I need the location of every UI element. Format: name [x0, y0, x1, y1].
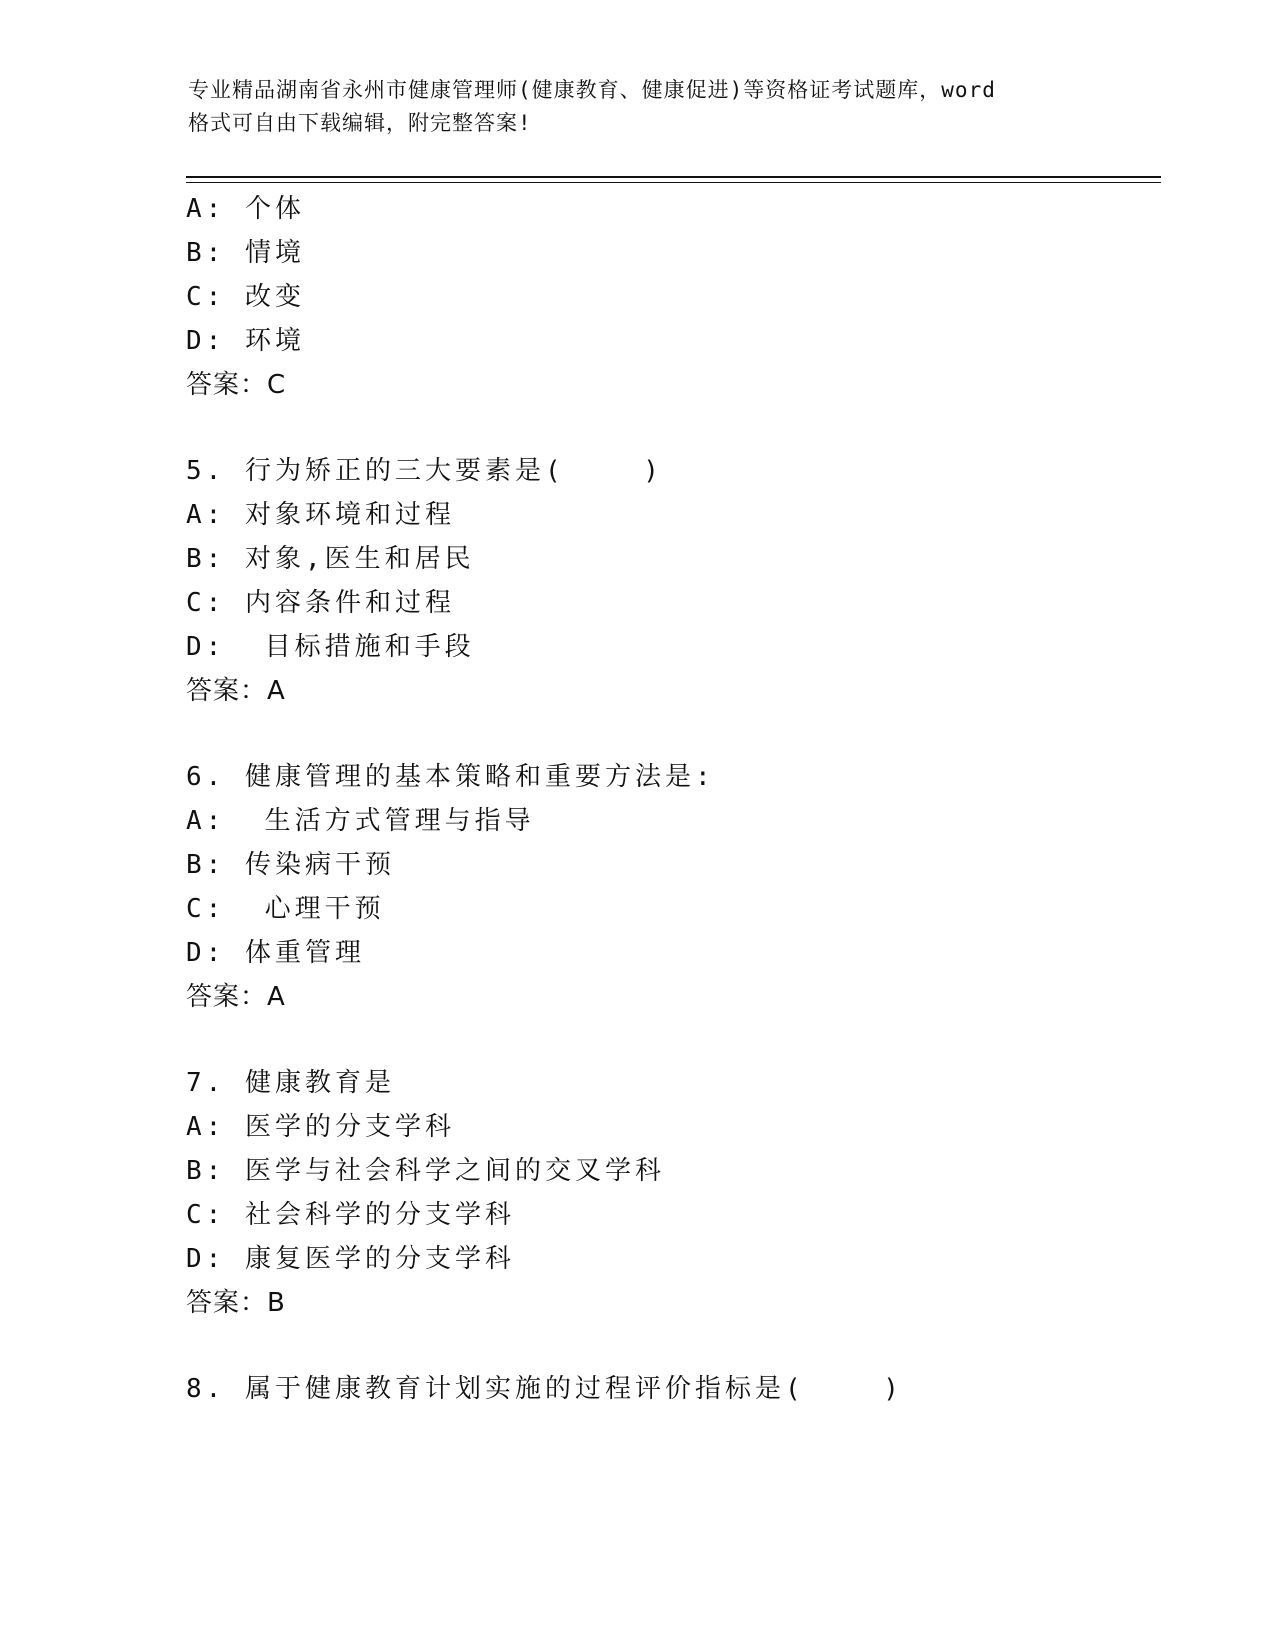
q7-question: 7. 健康教育是 [186, 1068, 395, 1098]
q6-option-d: D: 体重管理 [186, 938, 365, 968]
q5-option-d: D: 目标措施和手段 [186, 632, 475, 662]
q6-answer: 答案：A [186, 982, 286, 1012]
q6-question: 6. 健康管理的基本策略和重要方法是: [186, 762, 715, 792]
header-line-2: 格式可自由下载编辑，附完整答案! [188, 111, 532, 135]
q7-option-b: B: 医学与社会科学之间的交叉学科 [186, 1156, 665, 1186]
q6-option-c: C: 心理干预 [186, 894, 385, 924]
q5-question: 5. 行为矫正的三大要素是( ) [186, 456, 663, 486]
q5-option-c: C: 内容条件和过程 [186, 588, 455, 618]
q7-option-a: A: 医学的分支学科 [186, 1112, 455, 1142]
header-divider [186, 176, 1161, 178]
q8-question: 8. 属于健康教育计划实施的过程评价指标是( ) [186, 1374, 903, 1404]
q5-answer: 答案：A [186, 676, 286, 706]
header-line-1: 专业精品湖南省永州市健康管理师(健康教育、健康促进)等资格证考试题库，word [188, 78, 996, 102]
q7-option-c: C: 社会科学的分支学科 [186, 1200, 515, 1230]
q6-option-b: B: 传染病干预 [186, 850, 395, 880]
q5-option-b: B: 对象,医生和居民 [186, 544, 475, 574]
q4-option-a: A: 个体 [186, 194, 305, 224]
q4-option-b: B: 情境 [186, 238, 305, 268]
header-divider-thin [186, 182, 1161, 183]
q6-option-a: A: 生活方式管理与指导 [186, 806, 535, 836]
q7-answer: 答案：B [186, 1288, 286, 1318]
q4-option-c: C: 改变 [186, 282, 305, 312]
q5-option-a: A: 对象环境和过程 [186, 500, 455, 530]
document-header [188, 74, 1088, 140]
q7-option-d: D: 康复医学的分支学科 [186, 1244, 515, 1274]
q4-answer: 答案：C [186, 370, 287, 400]
q4-option-d: D: 环境 [186, 326, 305, 356]
